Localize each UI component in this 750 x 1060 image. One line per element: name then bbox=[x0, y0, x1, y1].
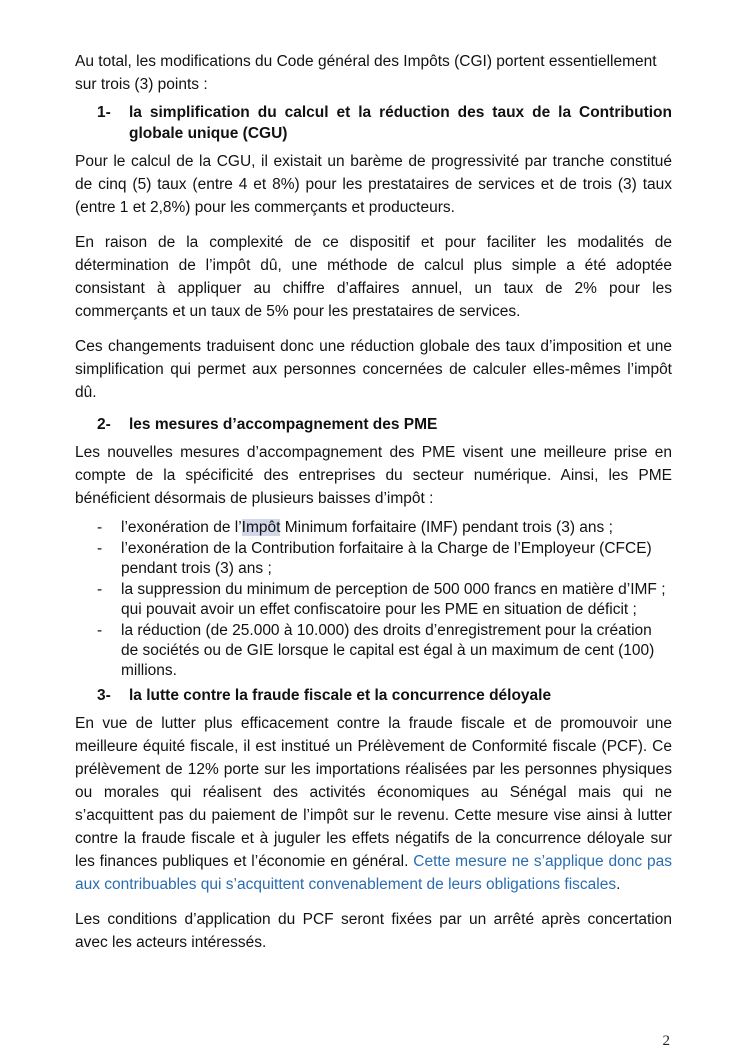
section-3-heading bbox=[97, 685, 672, 706]
section-3-paragraph-1: En vue de lutter plus efficacement contre la fraude fiscale et de promouvoir une meilleure équité fiscale, il est institué un Prélèvement de Conformité fiscale (PCF). Ce prélèvement de 12% porte sur les importations réalisées par les personnes physiques ou morales qui réalisent des activités économiques au Sénégal mais qui ne s’acquittent pas du paiement de l’impôt sur le revenu. Cette mesure vise ainsi à lutter contre la fraude fiscale et à juguler les effets négatifs de la concurrence déloyale sur les finances publiques et l’économie en général. Cette mesure ne s’applique donc pas aux contribuables qui s’acquittent convenablement de leurs obligations fiscales. bbox=[75, 715, 672, 893]
tax-relief-list bbox=[75, 518, 672, 681]
dash-bullet: - bbox=[97, 622, 103, 639]
section-1-paragraph-1: Pour le calcul de la CGU, il existait un barème de progressivité par tranche constitué de cinq (5) taux (entre 4 et 8%) pour les prestataires de services et de trois (3) taux (entre 1 et 2,8%) pour les commerçants et producteurs. bbox=[75, 153, 672, 216]
list-item: - l’exonération de l’Impôt Minimum forfaitaire (IMF) pendant trois (3) ans ; bbox=[97, 519, 613, 536]
section-1-number: 1- bbox=[97, 104, 111, 121]
dash-bullet: - bbox=[97, 519, 103, 536]
intro-paragraph: Au total, les modifications du Code général des Impôts (CGI) portent essentiellement sur trois (3) points : bbox=[75, 53, 657, 93]
section-2-paragraph-1: Les nouvelles mesures d’accompagnement des PME visent une meilleure prise en compte de la spécificité des entreprises du secteur numérique. Ainsi, les PME bénéficient désormais de plusieurs baisses d’impôt : bbox=[75, 444, 672, 507]
blue-highlighted-sentence: Cette mesure ne s’applique donc pas aux contribuables qui s’acquittent convenablement de leurs obligations fiscales bbox=[75, 853, 672, 893]
dash-bullet: - bbox=[97, 581, 103, 598]
section-1-paragraph-2: En raison de la complexité de ce dispositif et pour faciliter les modalités de détermination de l’impôt dû, une méthode de calcul plus simple a été adoptée consistant à appliquer au chiffre d’affaires annuel, un taux de 2% pour les commerçants et un taux de 5% pour les prestataires de services. bbox=[75, 234, 672, 320]
document-page bbox=[75, 50, 672, 954]
section-3-paragraph-2: Les conditions d’application du PCF seront fixées par un arrêté après concertation avec les acteurs intéressés. bbox=[75, 911, 672, 951]
list-item: - l’exonération de la Contribution forfaitaire à la Charge de l’Employeur (CFCE) pendant trois (3) ans ; bbox=[97, 540, 652, 577]
section-2-number: 2- bbox=[97, 416, 111, 433]
page-number: 2 bbox=[662, 1033, 670, 1049]
section-1-heading bbox=[97, 102, 672, 144]
section-2-title: les mesures d’accompagnement des PME bbox=[129, 416, 438, 433]
list-item: - la suppression du minimum de perception de 500 000 francs en matière d’IMF ; qui pouvait avoir un effet confiscatoire pour les PME en situation de déficit ; bbox=[97, 581, 666, 618]
section-2-heading bbox=[97, 414, 672, 435]
highlighted-text: Impôt bbox=[241, 519, 281, 536]
section-1-paragraph-3: Ces changements traduisent donc une réduction globale des taux d’imposition et une simplification qui permet aux personnes concernées de calculer elles-mêmes l’impôt dû. bbox=[75, 338, 672, 401]
list-item: - la réduction (de 25.000 à 10.000) des droits d’enregistrement pour la création de sociétés ou de GIE lorsque le capital est égal à un maximum de cent (100) millions. bbox=[97, 622, 655, 679]
section-1-title: la simplification du calcul et la réduction des taux de la Contribution globale unique (CGU) bbox=[129, 104, 672, 142]
section-3-number: 3- bbox=[97, 687, 111, 704]
dash-bullet: - bbox=[97, 540, 103, 557]
section-3-title: la lutte contre la fraude fiscale et la concurrence déloyale bbox=[129, 687, 552, 704]
